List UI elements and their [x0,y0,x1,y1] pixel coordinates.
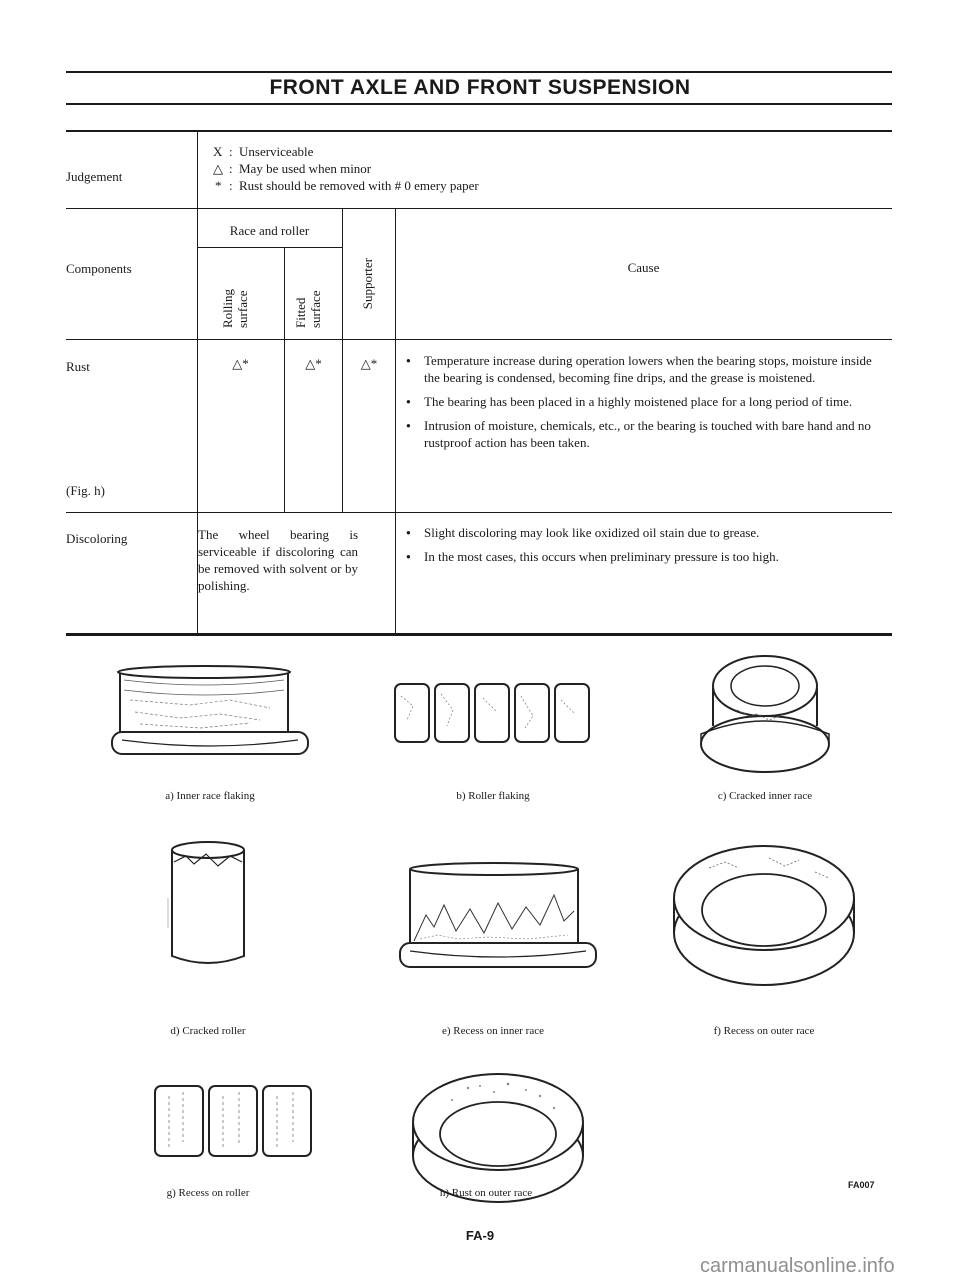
list-item: ● Intrusion of moisture, chemicals, etc., or the bearing is touched with bare hand and no rustproof action has been taken. [406,417,876,451]
rust-label: Rust [66,359,90,374]
fitted-surface-line2: surface [308,290,323,328]
caption-a: a) Inner race flaking [165,790,255,802]
table-rule-components [66,339,892,340]
rust-outer-race-illustration [408,1066,588,1206]
judgement-table [66,130,892,636]
recess-inner-race-illustration [398,855,598,975]
caption-b: b) Roller flaking [456,790,530,802]
figure-rust-outer-race [408,1066,588,1206]
cracked-roller-illustration [164,838,252,970]
rust-mark-supporter: △* [360,356,378,371]
rust-mark-fitted: △* [305,356,322,371]
legend-sep: : [229,144,233,159]
rust-fig-ref: (Fig. h) [66,483,105,498]
figure-recess-outer-race [669,838,859,988]
watermark-text: carmanualsonline.info [700,1255,895,1277]
cause-header: Cause [627,260,660,275]
rolling-surface-header [221,278,250,328]
page-number: FA-9 [465,1228,495,1243]
recess-roller-illustration [153,1082,313,1160]
legend-symbol: * [215,178,222,193]
legend-sep: : [229,178,233,193]
list-item: ● The bearing has been placed in a highly moistened place for a long period of time. [406,393,876,410]
discoloring-note: The wheel bearing is serviceable if discoloring can be removed with solvent or by polishing. [198,527,358,593]
roller-flaking-illustration [393,676,593,746]
legend-row-unserviceable [213,143,813,160]
legend-sep: : [229,161,233,176]
table-col-divider-rolling [284,247,285,512]
race-and-roller-header: Race and roller [229,223,310,238]
supporter-label: Supporter [360,258,375,310]
legend-row-minor [213,160,813,177]
table-rule-rust [66,512,892,513]
caption-f: f) Recess on outer race [713,1025,815,1037]
caption-e: e) Recess on inner race [441,1025,544,1037]
figure-recess-inner-race [398,855,598,975]
components-label: Components [66,261,132,276]
figure-cracked-inner-race [697,648,833,776]
legend-text: Unserviceable [239,144,314,159]
caption-h: h) Rust on outer race [439,1187,533,1199]
table-rule-judgement [66,208,892,209]
supporter-header [361,258,375,328]
discoloring-label: Discoloring [66,531,128,546]
fitted-surface-header [294,280,323,328]
judgement-label: Judgement [66,169,123,184]
figure-code: FA007 [848,1180,875,1190]
figure-cracked-roller [164,838,252,970]
legend-text: May be used when minor [239,161,372,176]
page-title: FRONT AXLE AND FRONT SUSPENSION [269,76,691,99]
table-rule-race-roller [197,247,342,248]
figure-roller-flaking [393,676,593,746]
rolling-surface-line1: Rolling [220,288,235,328]
legend [213,143,813,194]
rust-causes [406,352,876,458]
figure-recess-roller [153,1082,313,1160]
rust-mark-rolling: △* [232,356,249,371]
caption-c: c) Cracked inner race [717,790,813,802]
recess-outer-race-illustration [669,838,859,988]
list-item: ● Slight discoloring may look like oxidized oil stain due to grease. [406,524,876,541]
list-item: ● In the most cases, this occurs when preliminary pressure is too high. [406,548,876,565]
caption-d: d) Cracked roller [170,1025,246,1037]
legend-symbol: △ [213,161,223,176]
table-rule-bottom [66,633,892,636]
header-rule-bottom [66,103,892,105]
figure-inner-race-flaking [110,660,310,770]
table-rule-top [66,130,892,132]
header-rule-top [66,71,892,73]
inner-race-flaking-illustration [110,660,310,770]
legend-row-rust [213,177,813,194]
rolling-surface-line2: surface [235,290,250,328]
cracked-inner-race-illustration [697,648,833,776]
caption-g: g) Recess on roller [166,1187,250,1199]
fitted-surface-line1: Fitted [293,297,308,328]
legend-text: Rust should be removed with # 0 emery paper [239,178,479,193]
legend-symbol: X [213,144,223,159]
discoloring-causes [406,524,876,572]
list-item: ● Temperature increase during operation lowers when the bearing stops, moisture inside the bearing is condensed, becoming fine drips, and the grease is moistened. [406,352,876,386]
